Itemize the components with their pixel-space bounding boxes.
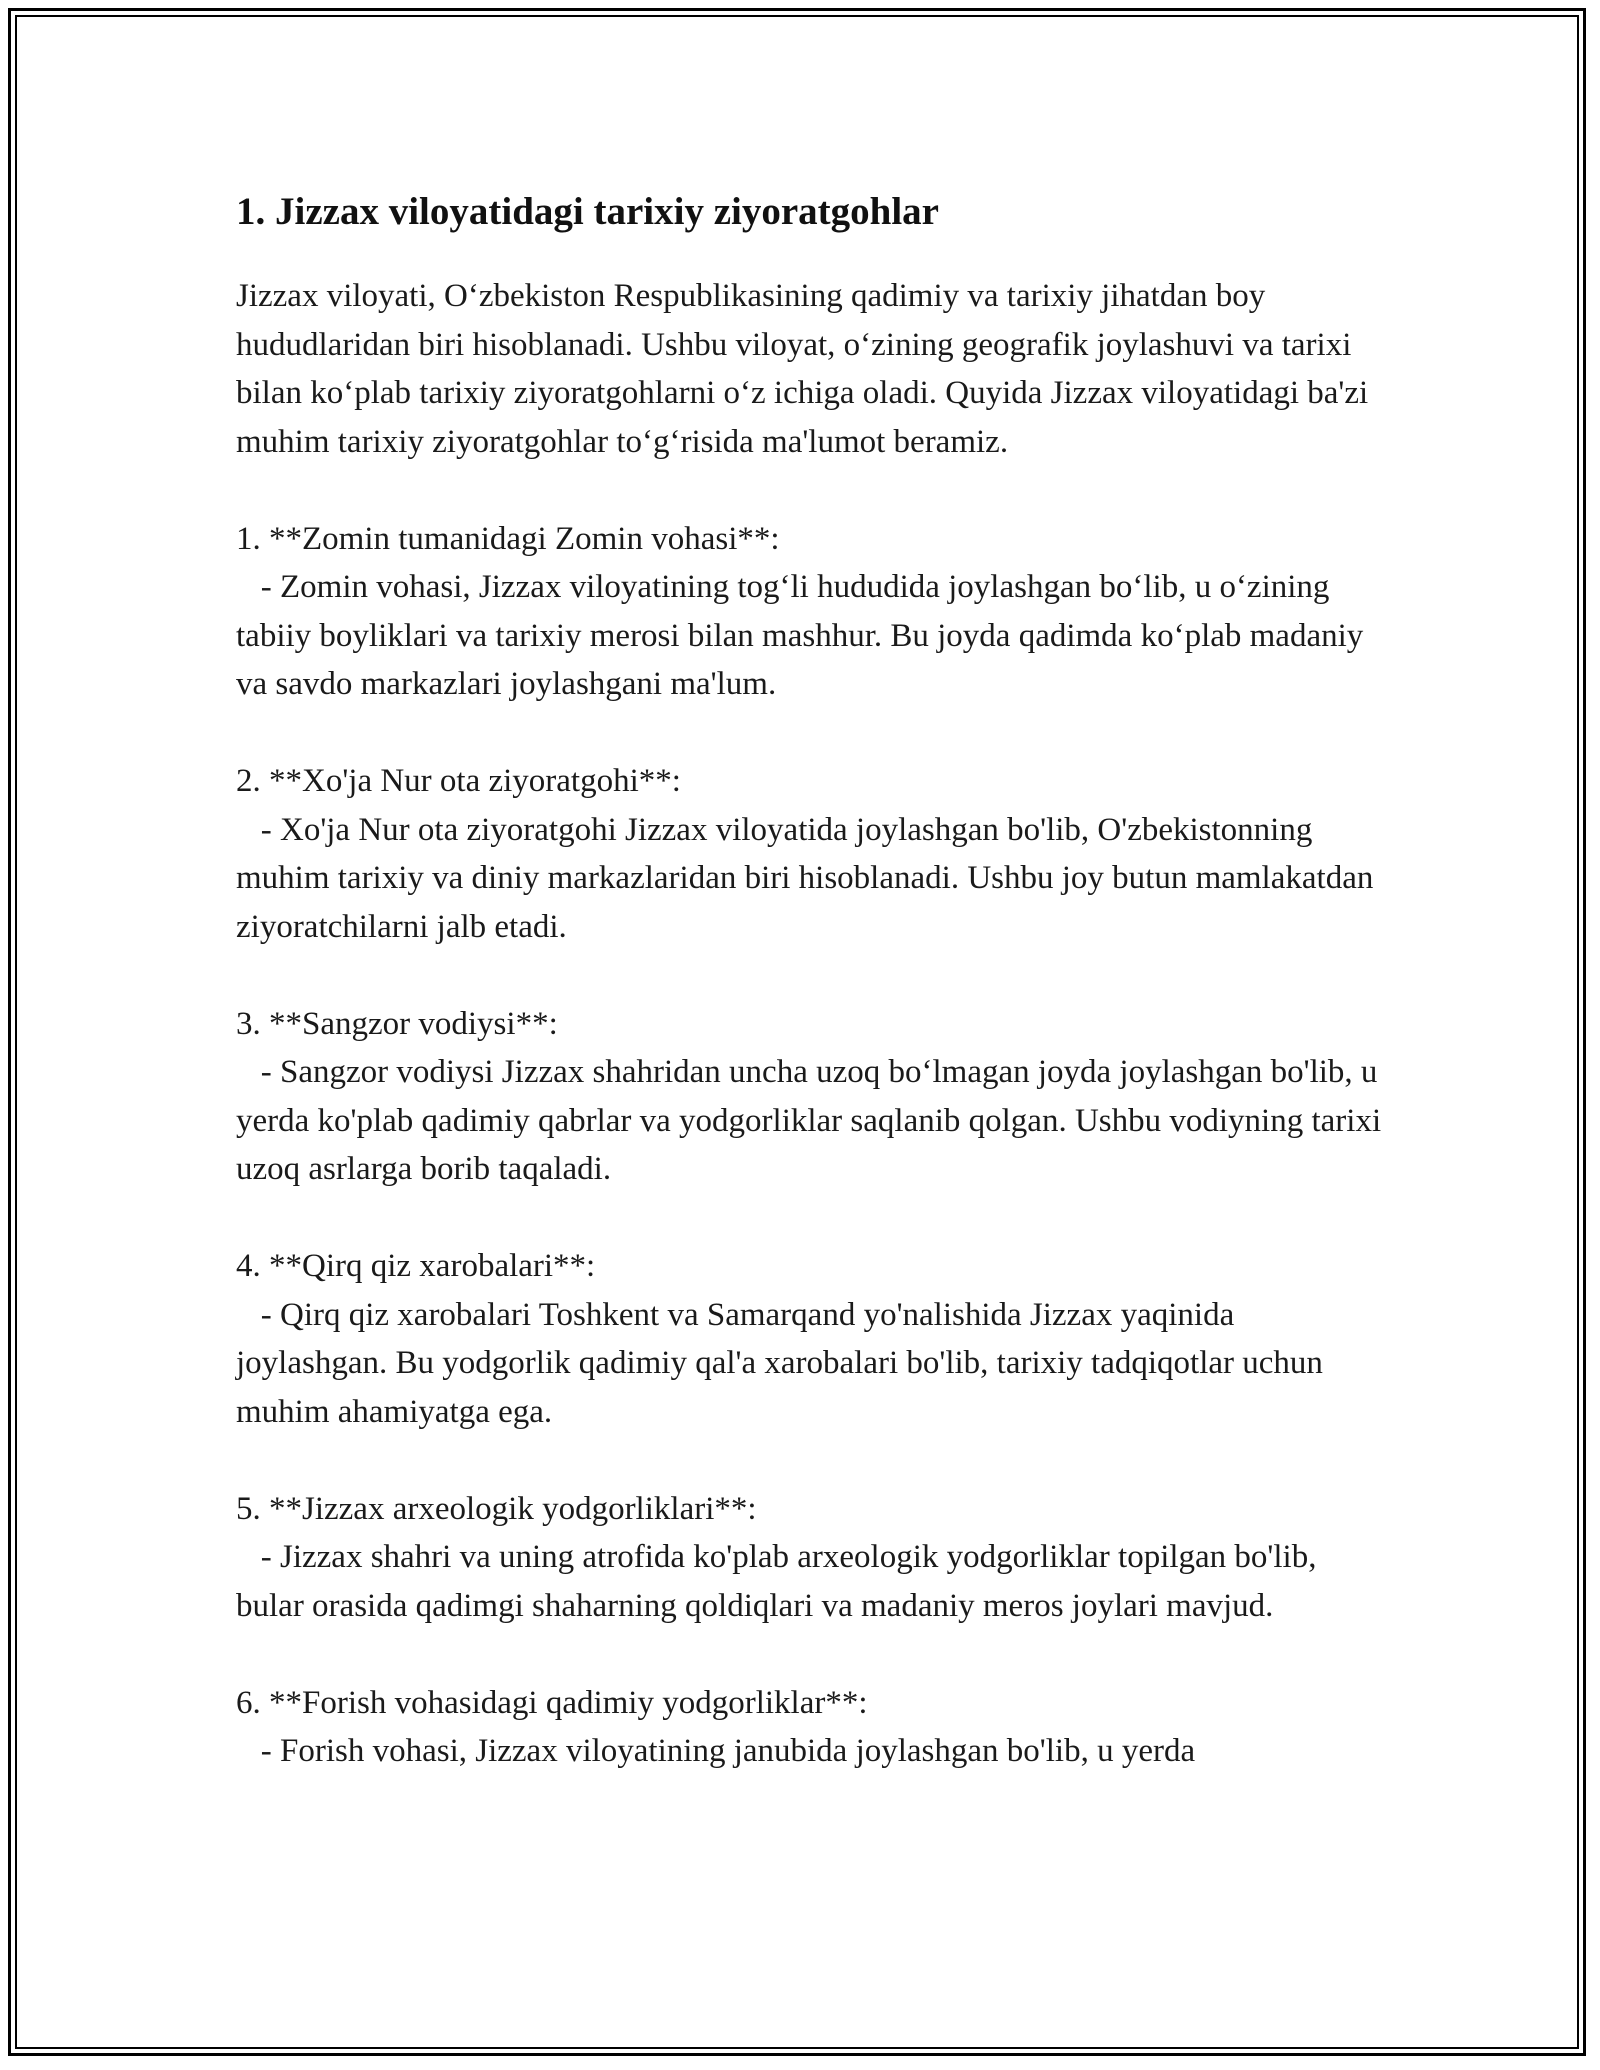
intro-paragraph: Jizzax viloyati, O‘zbekiston Respublikasining qadimiy va tarixiy jihatdan boy hududlaridan biri hisoblanadi. Ushbu viloyat, o‘zining geografik joylashuvi va tarixi bilan ko‘plab tarixiy ziyoratgohlarni o‘z ichiga oladi. Quyida Jizzax viloyatidagi ba'zi muhim tarixiy ziyoratgohlar to‘g‘risida ma'lumot beramiz. [236,278,1369,460]
list-item-heading: 2. **Xo'ja Nur ota ziyoratgohi**: [236,763,681,799]
list-item [236,1000,1390,1194]
list-item-body: - Jizzax shahri va uning atrofida ko'plab arxeologik yodgorliklar topilgan bo'lib, bular orasida qadimgi shaharning qoldiqlari va madaniy meros joylari mavjud. [236,1539,1325,1624]
list-item-body: - Sangzor vodiysi Jizzax shahridan uncha uzoq bo‘lmagan joyda joylashgan bo'lib, u yerda ko'plab qadimiy qabrlar va yodgorliklar saqlanib qolgan. Ushbu vodiyning tarixi uzoq asrlarga borib taqaladi. [236,1054,1390,1187]
list-item [236,1679,1386,1776]
list-item-heading: 5. **Jizzax arxeologik yodgorliklari**: [236,1490,757,1527]
list-item [236,1242,1386,1436]
list-item-heading: 1. **Zomin tumanidagi Zomin vohasi**: [236,520,780,557]
list-item-body: - Zomin vohasi, Jizzax viloyatining tog‘li hududida joylashgan bo‘lib, u o‘zining tabiiy boyliklari va tarixiy merosi bilan mashhur. Bu joyda qadimda ko‘plab madaniy va savdo markazlari joylashgani ma'lum. [236,569,1372,702]
list-item [236,515,1386,709]
list-item-heading: 3. **Sangzor vodiysi**: [236,1005,558,1042]
document-title: 1. Jizzax viloyatidagi tarixiy ziyoratgohlar [236,190,939,233]
list-item-heading: 4. **Qirq qiz xarobalari**: [236,1248,596,1284]
list-item [236,757,1386,951]
document-body [236,184,1390,1824]
list-item-body: - Forish vohasi, Jizzax viloyatining janubida joylashgan bo'lib, u yerda [236,1733,1196,1769]
list-item [236,1485,1386,1631]
list-item-body: - Qirq qiz xarobalari Toshkent va Samarqand yo'nalishida Jizzax yaqinida joylashgan. Bu yodgorlik qadimiy qal'a xarobalari bo'lib, tarixiy tadqiqotlar uchun muhim ahamiyatga ega. [236,1296,1332,1430]
list-item-heading: 6. **Forish vohasidagi qadimiy yodgorliklar**: [236,1684,868,1721]
list-item-body: - Xo'ja Nur ota ziyoratgohi Jizzax viloyatida joylashgan bo'lib, O'zbekistonning muhim tarixiy va diniy markazlaridan biri hisoblanadi. Ushbu joy butun mamlakatdan ziyoratchilarni jalb etadi. [236,811,1382,945]
